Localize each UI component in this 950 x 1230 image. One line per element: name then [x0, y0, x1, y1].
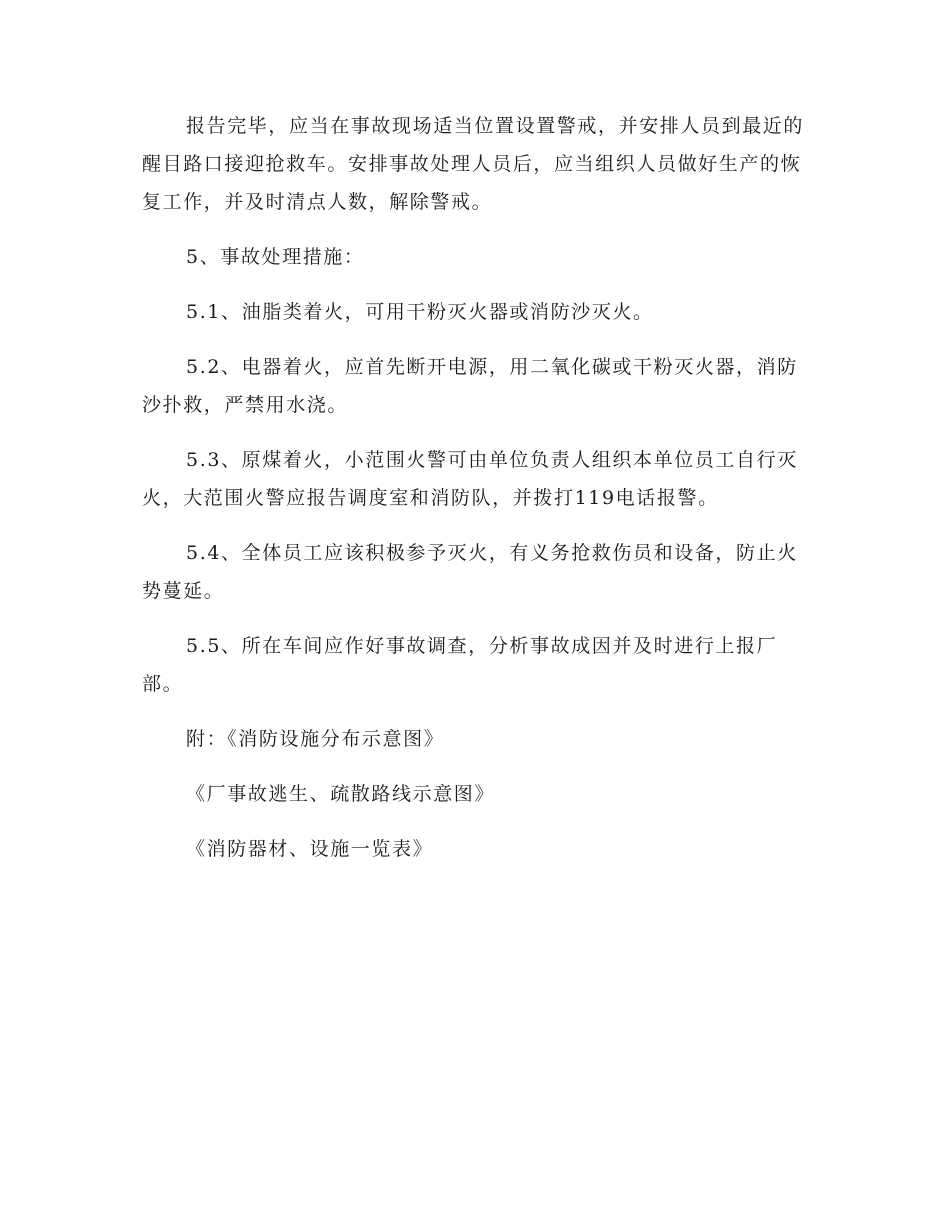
paragraph-5-4: 5.4、全体员工应该积极参予灭火，有义务抢救伤员和设备，防止火势蔓延。 [142, 542, 798, 602]
paragraph-5-1: 5.1、油脂类着火，可用干粉灭火器或消防沙灭火。 [186, 301, 654, 323]
paragraph-5-5: 5.5、所在车间应作好事故调查，分析事故成因并及时进行上报厂部。 [142, 635, 778, 695]
paragraph-alert-cordon: 报告完毕，应当在事故现场适当位置设置警戒，并安排人员到最近的醒目路口接迎抢救车。安排事故处理人员后，应当组织人员做好生产的恢复工作，并及时清点人数，解除警戒。 [142, 115, 805, 213]
attachment-equipment-list: 《消防器材、设施一览表》 [186, 838, 434, 860]
paragraph-5-3: 5.3、原煤着火，小范围火警可由单位负责人组织本单位员工自行灭火，大范围火警应报告调度室和消防队，并拨打119电话报警。 [142, 449, 798, 509]
document-body [142, 107, 808, 885]
section-heading-measures: 5、事故处理措施： [186, 246, 365, 268]
paragraph-5-2: 5.2、电器着火，应首先断开电源，用二氧化碳或干粉灭火器，消防沙扑救，严禁用水浇。 [142, 356, 798, 416]
attachment-evacuation-route-map: 《厂事故逃生、疏散路线示意图》 [186, 783, 496, 805]
attachment-fire-facilities-map: 附：《消防设施分布示意图》 [186, 728, 445, 750]
